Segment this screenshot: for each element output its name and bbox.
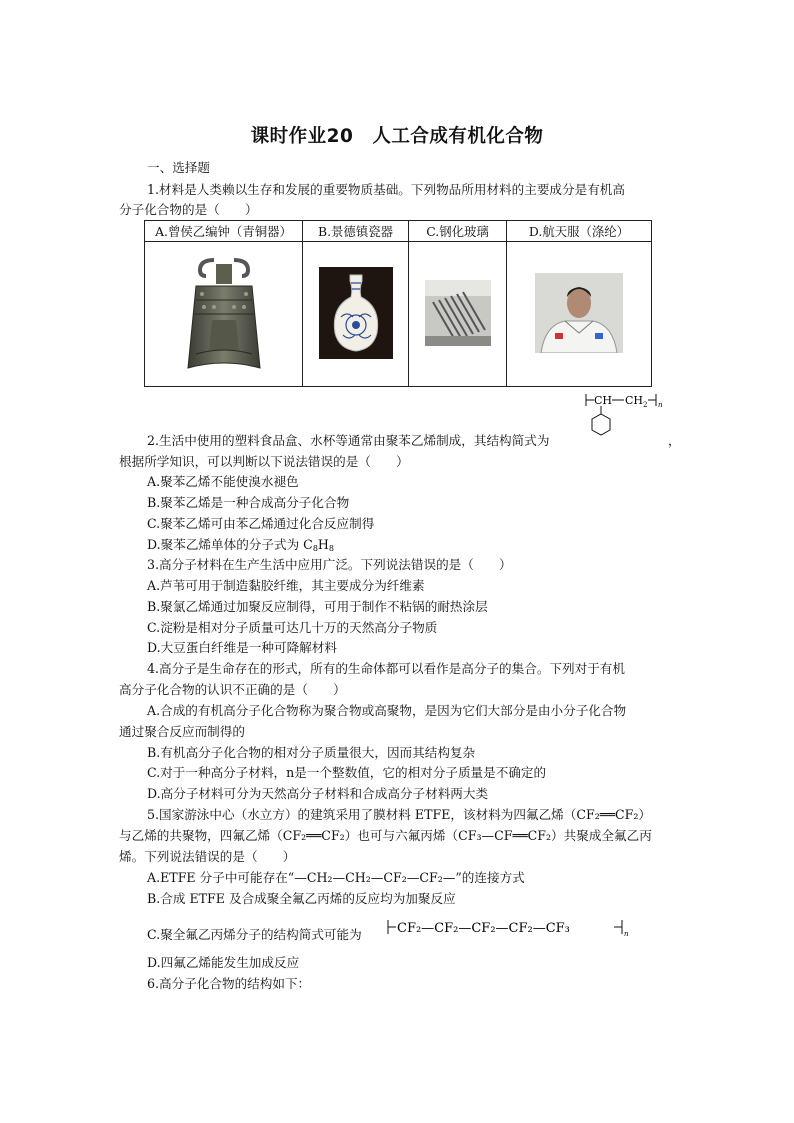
q2-option-b: B.聚苯乙烯是一种合成高分子化合物 — [147, 495, 350, 510]
astronaut-photo-image — [535, 273, 623, 353]
q6-stem: 6.高分子化合物的结构如下： — [147, 976, 311, 991]
q3-option-d: D.大豆蛋白纤维是一种可降解材料 — [147, 640, 337, 655]
q4-option-c: C.对于一种高分子材料，n是一个整数值，它的相对分子质量是不确定的 — [147, 765, 547, 780]
q3-option-a: A.芦苇可用于制造黏胶纤维，其主要成分为纤维素 — [147, 578, 425, 593]
q4-option-b: B.有机高分子化合物的相对分子质量很大，因而其结构复杂 — [147, 745, 476, 760]
q2-option-a: A.聚苯乙烯不能使溴水褪色 — [147, 474, 299, 489]
q2-stem-line1: 2.生活中使用的塑料食品盒、水杯等通常由聚苯乙烯制成，其结构简式为 — [147, 433, 550, 448]
q4-stem-line1: 4.高分子是生命存在的形式，所有的生命体都可以看作是高分子的集合。下列对于有机 — [147, 661, 625, 676]
q1-stem-line1: 1.材料是人类赖以生存和发展的重要物质基础。下列物品所用材料的主要成分是有机高 — [147, 182, 625, 197]
q1-option-a-image-cell — [145, 242, 303, 387]
q2-stem-comma: ， — [668, 433, 681, 448]
q1-option-d-image-cell — [507, 242, 652, 387]
formula-ch: CH — [594, 394, 613, 407]
q5-option-a: A.ETFE 分子中可能存在“—CH₂—CH₂—CF₂—CF₂—”的连接方式 — [147, 870, 525, 885]
q3-stem: 3.高分子材料在生产生活中应用广泛。下列说法错误的是（ ） — [147, 557, 512, 572]
q1-option-c-label: C.钢化玻璃 — [409, 221, 507, 242]
perfluoro-polymer-structure — [384, 914, 634, 944]
q2-option-d — [147, 537, 334, 553]
q2-stem-line2: 根据所学知识，可以判断以下说法错误的是（ ） — [119, 454, 409, 469]
q4-option-a-line2: 通过聚合反应而制得的 — [119, 724, 245, 739]
benzene-ring-icon — [592, 414, 610, 435]
polystyrene-structure — [580, 390, 670, 446]
q3-option-c: C.淀粉是相对分子质量可达几十万的天然高分子物质 — [147, 620, 438, 635]
q5-stem-line2: 与乙烯的共聚物，四氟乙烯（CF₂══CF₂）也可与六氟丙烯（CF₃—CF══CF₂）共聚成全氟乙丙 — [119, 828, 652, 843]
q5-option-d: D.四氟乙烯能发生加成反应 — [147, 955, 300, 970]
q1-option-a-label: A.曾侯乙编钟（青铜器） — [145, 221, 303, 242]
q4-stem-line2: 高分子化合物的认识不正确的是（ ） — [119, 682, 346, 697]
q2-option-d-h: H — [317, 537, 329, 552]
formula-n: n — [658, 401, 663, 409]
q1-stem-line2: 分子化合物的是（ ） — [119, 202, 258, 217]
q1-option-b-image-cell — [303, 242, 409, 387]
q5-stem-line1: 5.国家游泳中心（水立方）的建筑采用了膜材料 ETFE，该材料为四氟乙烯（CF₂══CF₂） — [147, 807, 651, 822]
q2-option-d-sub2: 8 — [328, 544, 334, 553]
q3-option-b: B.聚氯乙烯通过加聚反应制得，可用于制作不粘锅的耐热涂层 — [147, 599, 488, 614]
polymer-chain-formula: CF₂—CF₂—CF₂—CF₂—CF₃ — [397, 921, 570, 936]
q1-option-d-label: D.航天服（涤纶） — [507, 221, 652, 242]
q2-option-c: C.聚苯乙烯可由苯乙烯通过化合反应制得 — [147, 516, 375, 531]
q5-option-b: B.合成 ETFE 及合成聚全氟乙丙烯的反应均为加聚反应 — [147, 891, 456, 906]
formula-ch2-subscript: 2 — [643, 401, 648, 409]
q1-option-b-label: B.景德镇瓷器 — [303, 221, 409, 242]
q2-option-d-sub1: 8 — [312, 544, 318, 553]
q2-option-d-text: D.聚苯乙烯单体的分子式为 C — [147, 537, 313, 552]
q5-option-c: C.聚全氟乙丙烯分子的结构简式可能为 — [147, 927, 362, 942]
q1-options-table — [144, 220, 652, 387]
q5-stem-line3: 烯。下列说法错误的是（ ） — [119, 849, 296, 864]
tempered-glass-image — [425, 280, 491, 346]
section-heading: 一、选择题 — [147, 160, 210, 175]
formula-ch2: CH — [625, 394, 644, 407]
page-title: 课时作业20 人工合成有机化合物 — [250, 126, 544, 147]
q4-option-a-line1: A.合成的有机高分子化合物称为聚合物或高聚物，是因为它们大部分是由小分子化合物 — [147, 703, 627, 718]
q1-option-c-image-cell — [409, 242, 507, 387]
porcelain-vase-image — [319, 267, 393, 359]
polymer-n: n — [624, 930, 629, 938]
q4-option-d: D.高分子材料可分为天然高分子材料和合成高分子材料两大类 — [147, 786, 489, 801]
bronze-bell-image — [174, 250, 274, 375]
